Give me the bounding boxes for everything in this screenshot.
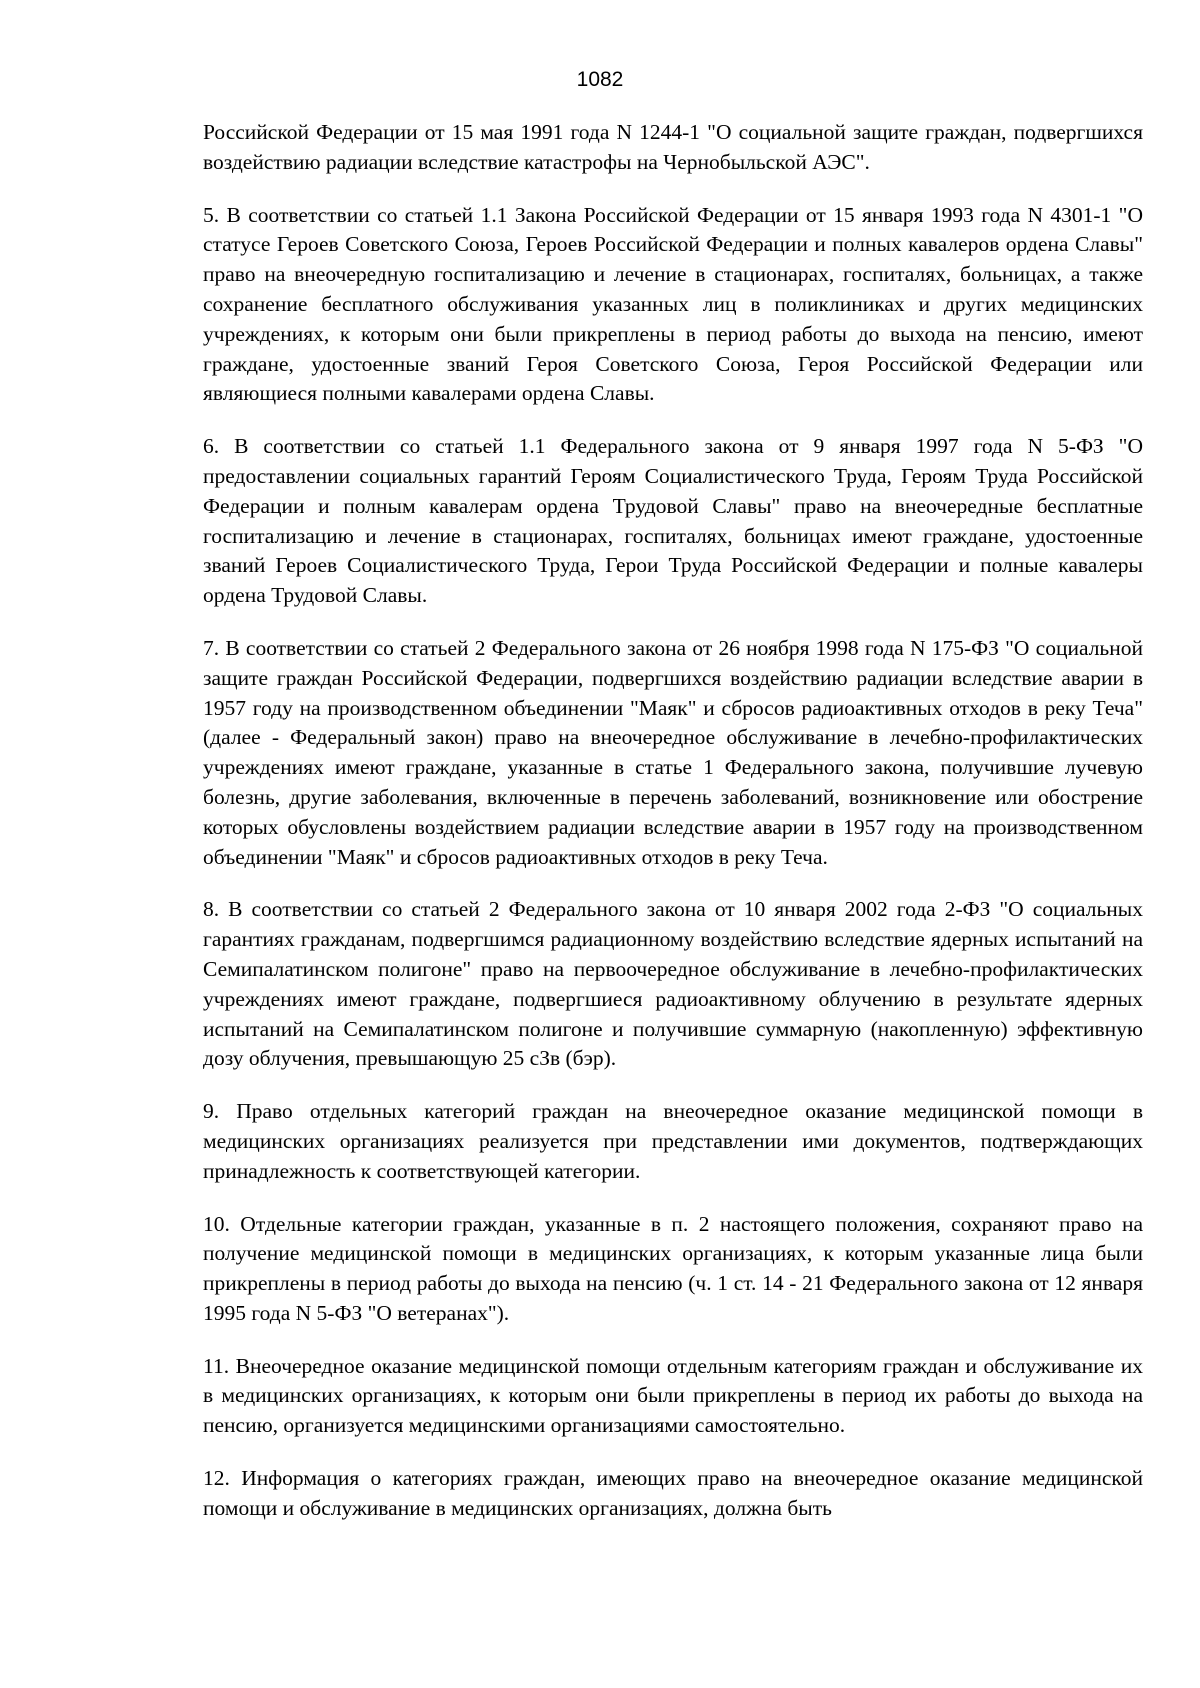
page-number: 1082 <box>576 68 624 91</box>
paragraph-12: 12. Информация о категориях граждан, имеющих право на внеочередное оказание медицинской помощи и обслуживание в медицинских организациях, должна быть <box>203 1466 1143 1520</box>
paragraph-5: 5. В соответствии со статьей 1.1 Закона Российской Федерации от 15 января 1993 года N 4301-1 "О статусе Героев Советского Союза, Героев Российской Федерации и полных кавалеров ордена Славы" право на внеочередную госпитализацию и лечение в стационарах, госпиталях, больницах, а также сохранение бесплатного обслуживания указанных лиц в поликлиниках и других медицинских учреждениях, к которым они были прикреплены в период работы до выхода на пенсию, имеют граждане, удостоенные званий Героя Советского Союза, Героя Российской Федерации или являющиеся полными кавалерами ордена Славы. <box>203 202 1143 406</box>
paragraph-10: 10. Отдельные категории граждан, указанные в п. 2 настоящего положения, сохраняют право на получение медицинской помощи в медицинских организациях, к которым указанные лица были прикреплены в период работы до выхода на пенсию (ч. 1 ст. 14 - 21 Федерального закона от 12 января 1995 года N 5-ФЗ "О ветеранах"). <box>203 1211 1143 1325</box>
paragraph-11: 11. Внеочередное оказание медицинской помощи отдельным категориям граждан и обслуживание их в медицинских организациях, к которым они были прикреплены в период их работы до выхода на пенсию, организуется медицинскими организациями самостоятельно. <box>203 1353 1143 1438</box>
paragraph-9: 9. Право отдельных категорий граждан на внеочередное оказание медицинской помощи в медицинских организациях реализуется при представлении ими документов, подтверждающих принадлежность к соответствующей категории. <box>203 1099 1143 1183</box>
paragraph-7: 7. В соответствии со статьей 2 Федерального закона от 26 ноября 1998 года N 175-ФЗ "О социальной защите граждан Российской Федерации, подвергшихся воздействию радиации вследствие аварии в 1957 году на производственном объединении "Маяк" и сбросов радиоактивных отходов в реку Теча" (далее - Федеральный закон) право на внеочередное обслуживание в лечебно-профилактических учреждениях имеют граждане, указанные в статье 1 Федерального закона, получившие лучевую болезнь, другие заболевания, включенные в перечень заболеваний, возникновение или обострение которых обусловлены воздействием радиации вследствие аварии в 1957 году на производственном объединении "Маяк" и сбросов радиоактивных отходов в реку Теча. <box>203 635 1143 869</box>
paragraph-6: 6. В соответствии со статьей 1.1 Федерального закона от 9 января 1997 года N 5-ФЗ "О предоставлении социальных гарантий Героям Социалистического Труда, Героям Труда Российской Федерации и полным кавалерам ордена Трудовой Славы" право на внеочередные бесплатные госпитализацию и лечение в стационарах, госпиталях, больницах имеют граждане, удостоенные званий Героев Социалистического Труда, Герои Труда Российской Федерации и полные кавалеры ордена Трудовой Славы. <box>203 434 1143 608</box>
document-body <box>203 118 1143 1524</box>
paragraph-continuation: Российской Федерации от 15 мая 1991 года N 1244-1 "О социальной защите граждан, подвергшихся воздействию радиации вследствие катастрофы на Чернобыльской АЭС". <box>203 120 1143 174</box>
paragraph-8: 8. В соответствии со статьей 2 Федерального закона от 10 января 2002 года 2-ФЗ "О социальных гарантиях гражданам, подвергшимся радиационному воздействию вследствие ядерных испытаний на Семипалатинском полигоне" право на первоочередное обслуживание в лечебно-профилактических учреждениях имеют граждане, подвергшиеся радиоактивному облучению в результате ядерных испытаний на Семипалатинском полигоне и получившие суммарную (накопленную) эффективную дозу облучения, превышающую 25 сЗв (бэр). <box>203 897 1143 1071</box>
